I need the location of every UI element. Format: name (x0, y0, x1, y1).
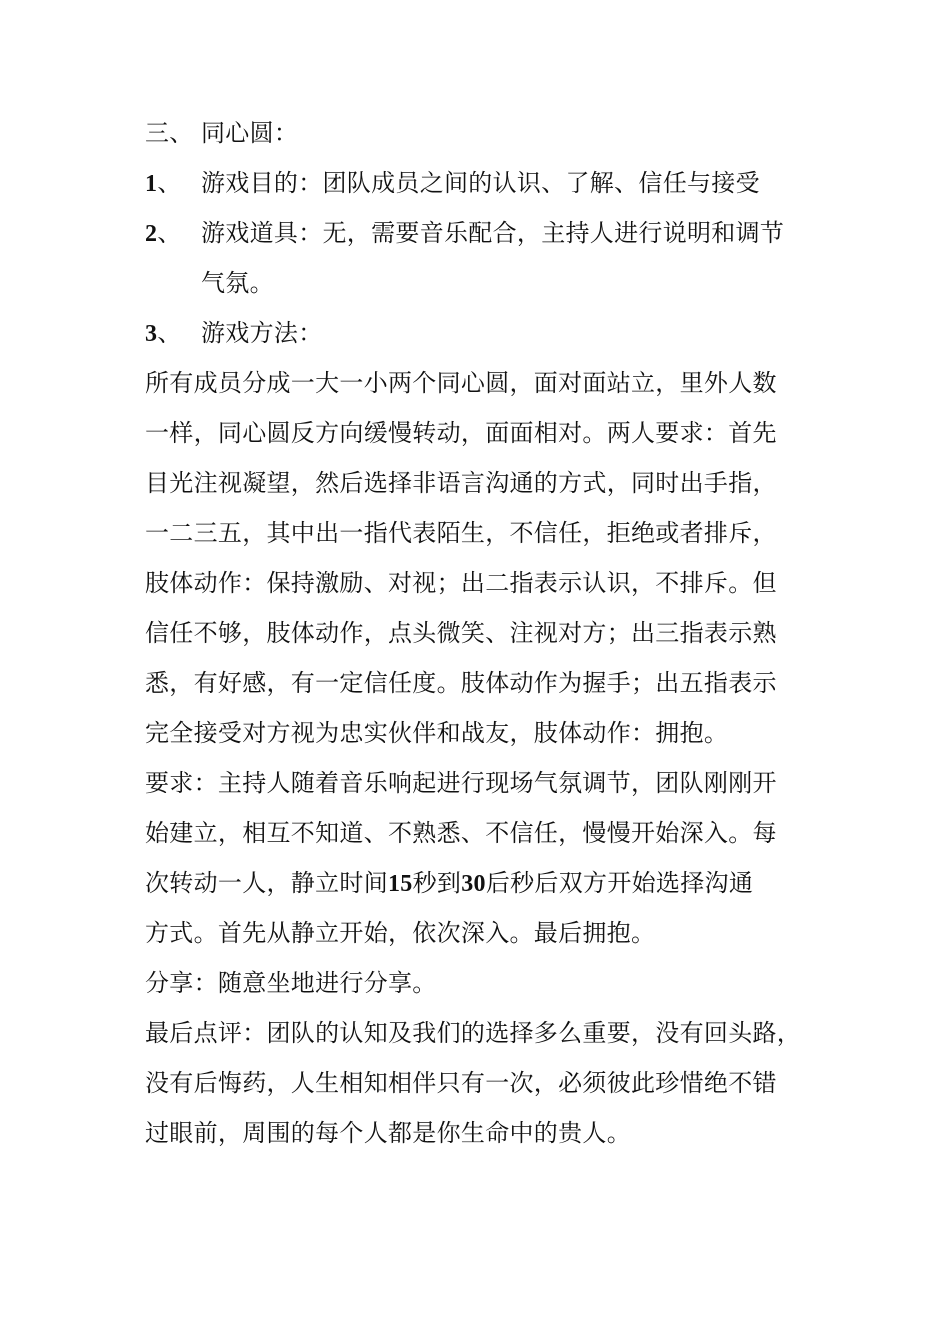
paragraph-line: 目光注视凝望，然后选择非语言沟通的方式，同时出手指， (145, 469, 777, 497)
paragraph-line: 一样，同心圆反方向缓慢转动，面面相对。两人要求：首先 (145, 419, 777, 447)
review-paragraph (145, 1008, 810, 1158)
list-item-text: 游戏方法： (201, 319, 323, 347)
paragraph-line: 肢体动作：保持激励、对视；出二指表示认识，不排斥。但 (145, 569, 777, 597)
list-item-text: 游戏道具：无，需要音乐配合，主持人进行说明和调节 (201, 219, 785, 247)
list-item-text-continued: 气氛。 (201, 269, 274, 297)
list-item-3 (145, 308, 810, 358)
list-item-text: 游戏目的：团队成员之间的认识、了解、信任与接受 (201, 169, 760, 197)
paragraph-line: 最后点评：团队的认知及我们的选择多么重要，没有回头路， (145, 1019, 802, 1047)
paragraph-line: 过眼前，周围的每个人都是你生命中的贵人。 (145, 1119, 631, 1147)
requirement-paragraph (145, 758, 810, 958)
paragraph-line: 所有成员分成一大一小两个同心圆，面对面站立，里外人数 (145, 369, 777, 397)
list-item-number: 3、 (145, 321, 182, 347)
share-paragraph: 分享：随意坐地进行分享。 (145, 969, 437, 997)
list-item-number: 2、 (145, 221, 182, 247)
list-item-2 (145, 208, 810, 308)
paragraph-line: 始建立，相互不知道、不熟悉、不信任，慢慢开始深入。每 (145, 819, 777, 847)
list-item-1 (145, 158, 810, 208)
paragraph-line: 次转动一人，静立时间15秒到30后秒后双方开始选择沟通 (145, 869, 754, 897)
section-number: 三、 (145, 119, 194, 147)
section-heading (145, 108, 810, 158)
paragraph-line: 一二三五，其中出一指代表陌生，不信任，拒绝或者排斥， (145, 519, 777, 547)
method-paragraph (145, 358, 810, 758)
paragraph-line: 要求：主持人随着音乐响起进行现场气氛调节，团队刚刚开 (145, 769, 777, 797)
document-body (145, 108, 810, 1158)
duration-end-number: 30 (461, 871, 486, 897)
paragraph-line: 没有后悔药，人生相知相伴只有一次，必须彼此珍惜绝不错 (145, 1069, 777, 1097)
paragraph-line: 完全接受对方视为忠实伙伴和战友，肢体动作：拥抱。 (145, 719, 729, 747)
paragraph-line: 信任不够，肢体动作，点头微笑、注视对方；出三指表示熟 (145, 619, 777, 647)
duration-start-number: 15 (388, 871, 413, 897)
list-item-number: 1、 (145, 171, 182, 197)
paragraph-line: 方式。首先从静立开始，依次深入。最后拥抱。 (145, 919, 656, 947)
section-title: 同心圆： (201, 119, 299, 147)
paragraph-line: 悉，有好感，有一定信任度。肢体动作为握手；出五指表示 (145, 669, 777, 697)
